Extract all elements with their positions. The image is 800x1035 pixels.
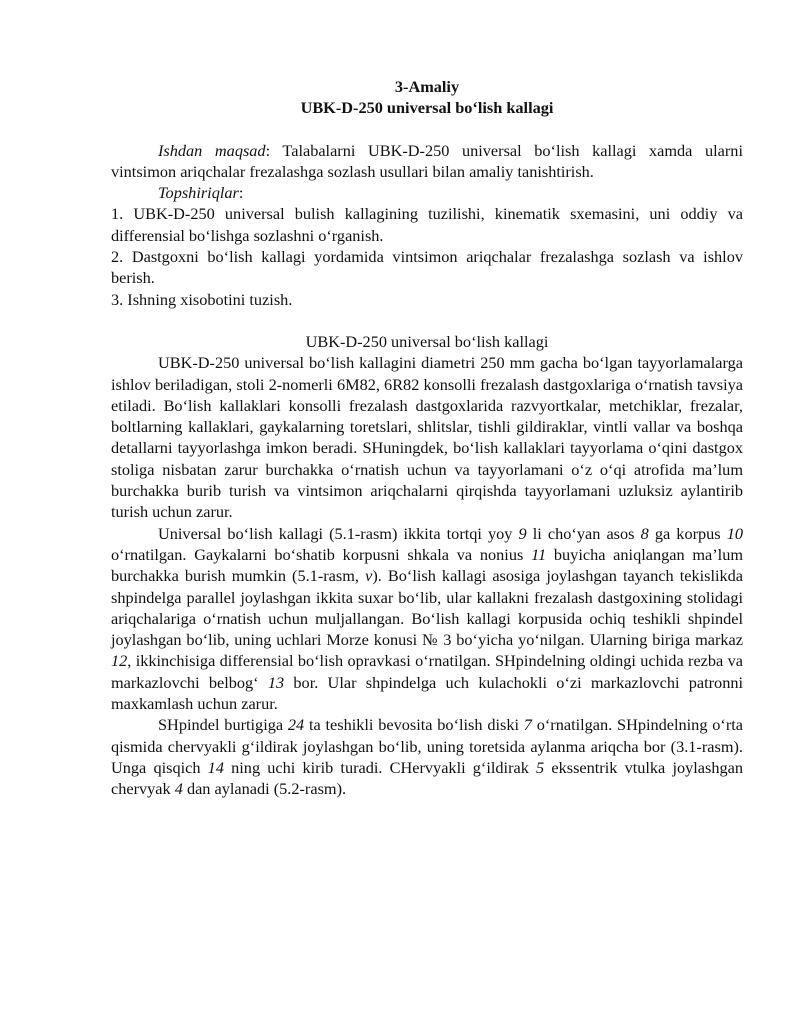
ref-number: 24 <box>287 715 305 735</box>
ref-number: 11 <box>531 544 547 564</box>
ref-number: 10 <box>726 523 744 543</box>
text-run: Universal bo‘lish kallagi (5.1-rasm) ikkita tortqi yoy <box>158 523 519 543</box>
document-page <box>111 72 743 800</box>
ref-number: 12 <box>111 651 128 671</box>
text-run: , ikkinchisiga differensial bo‘lish opravkasi o‘rnatilgan. SHpindelning oldingi uchida rezba va markazlovchi belbog‘ <box>111 651 743 692</box>
text-run: ta teshikli bevosita bo‘lish diski <box>304 715 524 735</box>
task-item: 3. Ishning xisobotini tuzish. <box>111 289 293 309</box>
text-run: ). Bo‘lish kallagi asosiga joylashgan tayanch tekislikda shpindelga parallel joylashgan ikkita suxar bo‘lib, ular kallakni frezalash dastgoxining stolidagi ariqchalariga o‘rnatish uchun muljallangan. Bo‘lish kallagi korpusida ochiq teshikli shpindel joylashgan bo‘lib, uning uchlari Morze konusi № 3 bo‘yicha yo‘nilgan. Ularning biriga markaz <box>111 566 744 650</box>
ref-number: 9 <box>518 523 527 543</box>
ref-number: 7 <box>523 715 532 735</box>
task-item: 2. Dastgoxni bo‘lish kallagi yordamida vintsimon ariqchalar frezalashga sozlash va ishlov berish. <box>111 247 743 288</box>
text-run: SHpindel burtigiga <box>158 715 288 735</box>
tasks-colon: : <box>238 183 244 203</box>
aim-block <box>111 140 743 310</box>
ref-number: 4 <box>174 779 183 799</box>
tasks-label: Topshiriqlar <box>158 183 239 203</box>
text-run: ga korpus <box>648 523 727 543</box>
page-subtitle: UBK-D-250 universal bo‘lish kallagi <box>300 98 554 118</box>
aim-text: : Talabalarni UBK-D-250 universal bo‘lish kallagi xamda ularni vintsimon ariqchalar frezalashga sozlash usullari bilan amaliy tanishtirish. <box>111 140 743 181</box>
text-run: ekssentrik vtulka joylashgan chervyak <box>111 757 743 799</box>
ref-number: 14 <box>207 757 224 777</box>
ref-number: 13 <box>267 672 285 692</box>
text-run: o‘rnatilgan. Gaykalarni bo‘shatib korpusni shkala va nonius <box>111 544 532 564</box>
task-item: 1. UBK-D-250 universal bulish kallagining tuzilishi, kinematik sxemasini, uni oddiy va differensial bo‘lishga sozlashni o‘rganish. <box>111 204 743 245</box>
text-run: li cho‘yan asos <box>526 523 641 543</box>
text-run: bor. Ular shpindelga uch kulachokli o‘zi markazlovchi patronni maxkamlash uchun zarur. <box>111 672 744 714</box>
tasks-heading <box>111 182 743 203</box>
body-paragraph-2 <box>111 523 743 715</box>
text-run: dan aylanadi (5.2-rasm). <box>182 779 347 799</box>
text-run: o‘rnatilgan. SHpindelning o‘rta qismida chervyakli g‘ildirak joylashgan bo‘lib, uning toretsida aylanma ariqcha bor (3.1-rasm). Unga qisqich <box>111 715 743 777</box>
page-title: 3-Amaliy <box>394 77 460 96</box>
ref-letter: v <box>365 566 373 586</box>
body-paragraph-1: UBK-D-250 universal bo‘lish kallagini diametri 250 mm gacha bo‘lgan tayyorlamalarga ishlov beriladigan, stoli 2-nomerli 6M82, 6R82 konsolli frezalash dastgoxlariga o‘rnatish tavsiya etiladi. Bo‘lish kallaklari konsolli frezalash dastgoxlarida razvyortkalar, metchiklar, frezalar, boltlarning kallaklari, gaykalarning toretslari, shlitslar, tishli gildiraklar, vintli vallar va boshqa detallarni tayyorlashga imkon beradi. SHuningdek, bo‘lish kallaklari tayyorlama o‘qini dastgox stoliga nisbatan zarur burchakka o‘rnatish uchun va tayyorlamani o‘z o‘qi atrofida ma’lum burchakka burib turish va vintsimon ariqchalarni qirqishda tayyorlamani uzluksiz aylantirib turish uchun zarur. <box>111 353 743 522</box>
aim-label: Ishdan maqsad <box>158 140 266 160</box>
body-paragraph-3 <box>111 714 743 799</box>
text-run: ning uchi kirib turadi. CHervyakli g‘ildirak <box>223 757 537 777</box>
ref-number: 8 <box>640 523 649 543</box>
aim-paragraph <box>111 140 743 183</box>
section-title: UBK-D-250 universal bo‘lish kallagi <box>305 331 549 351</box>
text-run: buyicha aniqlangan ma’lum burchakka burish mumkin (5.1-rasm, <box>111 544 744 586</box>
ref-number: 5 <box>536 757 545 777</box>
